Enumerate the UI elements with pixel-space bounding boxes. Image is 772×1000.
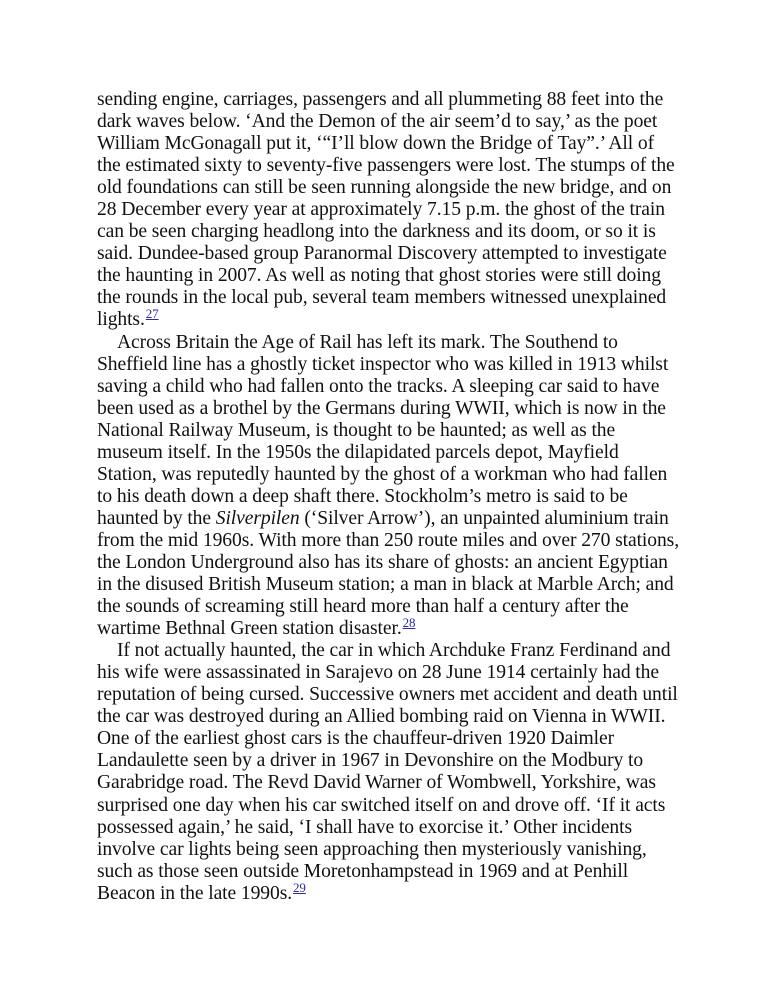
paragraph-2 [97, 332, 679, 641]
footnote-link-28[interactable]: 28 [402, 615, 416, 631]
paragraph-2-text-before: Across Britain the Age of Rail has left its mark. The Southend to Sheffield line has a ghostly ticket inspector who was killed in 1913 whilst saving a child who had fallen onto the tracks. A sleeping car said to have been used as a brothel by the Germans during WWII, which is now in the National Railway Museum, is thought to be haunted; as well as the museum itself. In the 1950s the dilapidated parcels depot, Mayfield Station, was reputedly haunted by the ghost of a workman who had fallen to his death down a deep shaft there. Stockholm’s metro is said to be haunted by the [97, 331, 669, 529]
footnote-link-27[interactable]: 27 [145, 306, 159, 322]
paragraph-3 [97, 640, 679, 905]
paragraph-1 [97, 89, 679, 332]
paragraph-3-text: If not actually haunted, the car in which Archduke Franz Ferdinand and his wife were assassinated in Sarajevo on 28 June 1914 certainly had the reputation of being cursed. Successive owners met accident and death until the car was destroyed during an Allied bombing raid on Vienna in WWII. One of the earliest ghost cars is the chauffeur-driven 1920 Daimler Landaulette seen by a driver in 1967 in Devonshire on the Modbury to Garabridge road. The Revd David Warner of Wombwell, Yorkshire, was surprised one day when his car switched itself on and drove off. ‘If it acts possessed again,’ he said, ‘I shall have to exorcise it.’ Other incidents involve car lights being seen approaching then mysteriously vanishing, such as those seen outside Moretonhampstead in 1969 and at Penhill Beacon in the late 1990s. [97, 640, 678, 904]
paragraph-2-text-after: (‘Silver Arrow’), an unpainted aluminium train from the mid 1960s. With more than 250 route miles and over 270 stations, the London Underground also has its share of ghosts: an ancient Egyptian in the disused British Museum station; a man in black at Marble Arch; and the sounds of screaming still heard more than half a century after the wartime Bethnal Green station disaster. [97, 507, 679, 640]
paragraph-2-italic-title: Silverpilen [215, 507, 300, 529]
page-body [97, 89, 679, 905]
footnote-link-29[interactable]: 29 [293, 879, 306, 895]
paragraph-1-text: sending engine, carriages, passengers and all plummeting 88 feet into the dark waves below. ‘And the Demon of the air seem’d to say,’ as the poet William McGonagall put it, ‘“I’ll blow down the Bridge of Tay”.’ All of the estimated sixty to seventy-five passengers were lost. The stumps of the old foundations can still be seen running alongside the new bridge, and on 28 December every year at approximately 7.15 p.m. the ghost of the train can be seen charging headlong into the darkness and its doom, or so it is said. Dundee-based group Paranormal Discovery attempted to investigate the haunting in 2007. As well as noting that ghost stories were still doing the rounds in the local pub, several team members witnessed unexplained lights. [97, 89, 675, 331]
